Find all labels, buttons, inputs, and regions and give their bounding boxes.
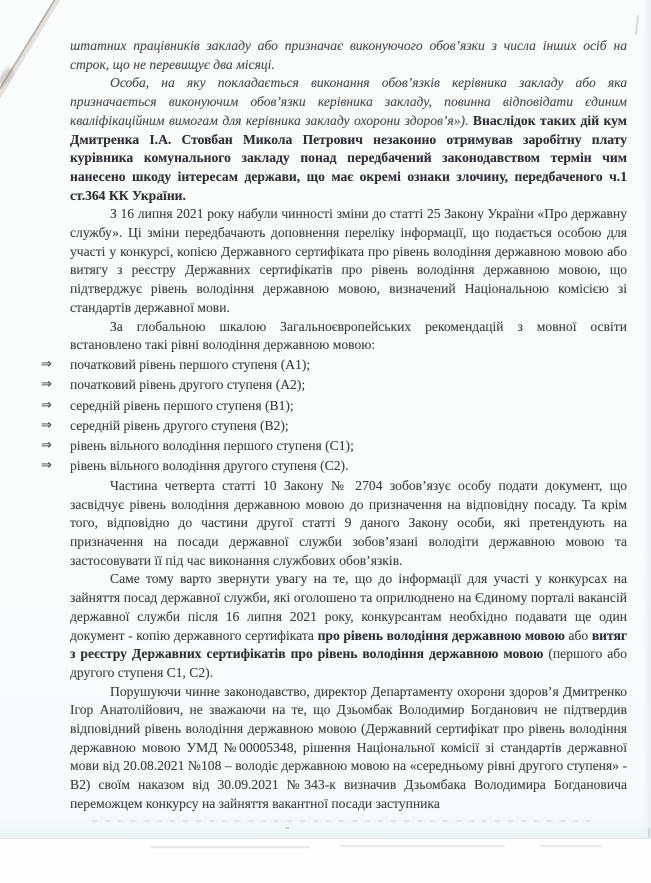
list-item — [41, 457, 627, 476]
list-item — [41, 376, 627, 395]
list-item-text: початковий рівень першого ступеня (А1); — [70, 357, 311, 373]
requirement-text: Саме тому варто звернути увагу на те, що до інформації для участі у конкурсах на зайняття посад державної служби, які оголошено та оприлюднено на Єдиному порталі вакансій державної служби після 16 липня 2021 року, конкурсантам необхідно подавати ще один документ - копію державного сертифіката — [70, 571, 627, 643]
double-arrow-icon: ⇒ — [41, 377, 52, 393]
list-item-text: середній рівень першого ступеня (В1); — [70, 397, 294, 413]
language-levels-list — [41, 356, 627, 475]
list-item — [41, 356, 627, 375]
scan-right-edge-shadow — [643, 0, 651, 838]
paragraph-quote-continuation: штатних працівників закладу або призначає виконуючого обов’язки з числа інших осіб на строк, що не перевищує два місяці. — [70, 38, 627, 72]
scan-smudge-bottom — [150, 846, 310, 848]
double-arrow-icon: ⇒ — [41, 457, 52, 473]
paragraph-scale-intro: За глобальною шкалою Загальноєвропейських рекомендацій з мовної освіти встановлено такі рівні володіння державною мовою: — [70, 318, 627, 353]
paragraph-law-amendments: З 16 липня 2021 року набули чинності зміни до статті 25 Закону України «Про державну службу». Ці зміни передбачають доповнення переліку інформації, що подається особою для участі у конкурсі, копією Державного сертифіката про рівень володіння державною мовою або витягу з реєстру Державних сертифікатів про рівень володіння державною мовою, що підтверджує рівень володіння державною мовою, визначений Національною комісією зі стандартів державної мови. — [70, 206, 627, 315]
scan-crease-mark — [0, 0, 72, 102]
requirement-or-text: або — [564, 627, 592, 643]
double-arrow-icon: ⇒ — [41, 437, 52, 453]
requirement-bold-registry: витяг з реєстру Державних сертифікатів про рівень володіння державною мовою — [70, 627, 628, 662]
list-item-text: рівень вільного володіння першого ступеня (С1); — [70, 437, 354, 453]
list-item — [41, 437, 627, 456]
scan-smudge-top-right-icon — [635, 15, 639, 35]
double-arrow-icon: ⇒ — [41, 397, 52, 413]
requirement-levels-text: (першого або другого ступеня С1, С2). — [70, 646, 627, 680]
scan-lower-tint — [0, 812, 651, 838]
double-arrow-icon: ⇒ — [41, 357, 52, 373]
paragraph-violation: Порушуючи чинне законодавство, директор Департаменту охорони здоров’я Дмитренко Ігор Анатолійович, не зважаючи на те, що Дзьомбак Володимир Богданович не підтвердив відповідний рівень володіння державною мовою (Державний сертифікат про рівень володіння державною мовою УМД №00005348, рішення Національної комісії зі стандартів державної мови від 20.08.2021 №108 – володіє державною мовою на «середньому рівні другого ступеня» - В2) своїм наказом від 30.09.2021 №343-к визначив Дзьомбака Володимира Богдановича переможцем конкурсу на зайняття вакантної посади заступника — [70, 683, 627, 811]
list-item — [41, 417, 627, 436]
scan-speck — [285, 827, 289, 829]
list-item — [41, 397, 627, 416]
scan-smudge-bottom — [540, 845, 602, 847]
paragraph-article-10: Частина четверта статті 10 Закону № 2704 зобов’язує особу подати документ, що засвідчує рівень володіння державною мовою до призначення на відповідну посаду. Та крім того, відповідно до частини другої статті 9 даного Закону особи, які претендують на призначення на посади державної служби зобов’язані володіти державною мовою та застосовувати її під час виконання службових обов’язків. — [70, 477, 627, 568]
list-item-text: початковий рівень другого ступеня (А2); — [70, 377, 306, 393]
scan-noise-row — [92, 820, 590, 822]
list-item-text: рівень вільного володіння другого ступеня (С2). — [70, 457, 349, 473]
paragraph-certificate-requirement — [70, 570, 627, 682]
quote-italic-text: Особа, на яку покладається виконання обов’язків керівника закладу або яка призначається виконуючим обов’язки керівника закладу, повинна відповідати єдиним кваліфікаційним вимогам для керівника закладу охорони здоров’я»). — [70, 75, 627, 128]
document-text-block — [41, 37, 628, 814]
list-item-text: середній рівень другого ступеня (В2); — [70, 417, 289, 433]
scan-speck — [648, 828, 650, 838]
requirement-bold-certificate: про рівень володіння державною мовою — [317, 627, 565, 643]
conclusion-bold-text: Внаслідок таких дій кум Дмитренка І.А. Стовбан Микола Петрович незаконно отримував заробітну плату курівника комунального закладу понад передбачений законодавством термін чим нанесено шкоду інтересам держави, що має окремі ознаки злочину, передбаченого ч.1 ст.364 КК України. — [70, 112, 627, 203]
scan-smudge-bottom — [340, 845, 505, 847]
double-arrow-icon: ⇒ — [41, 417, 52, 433]
paragraph-quote-and-conclusion — [70, 74, 627, 205]
